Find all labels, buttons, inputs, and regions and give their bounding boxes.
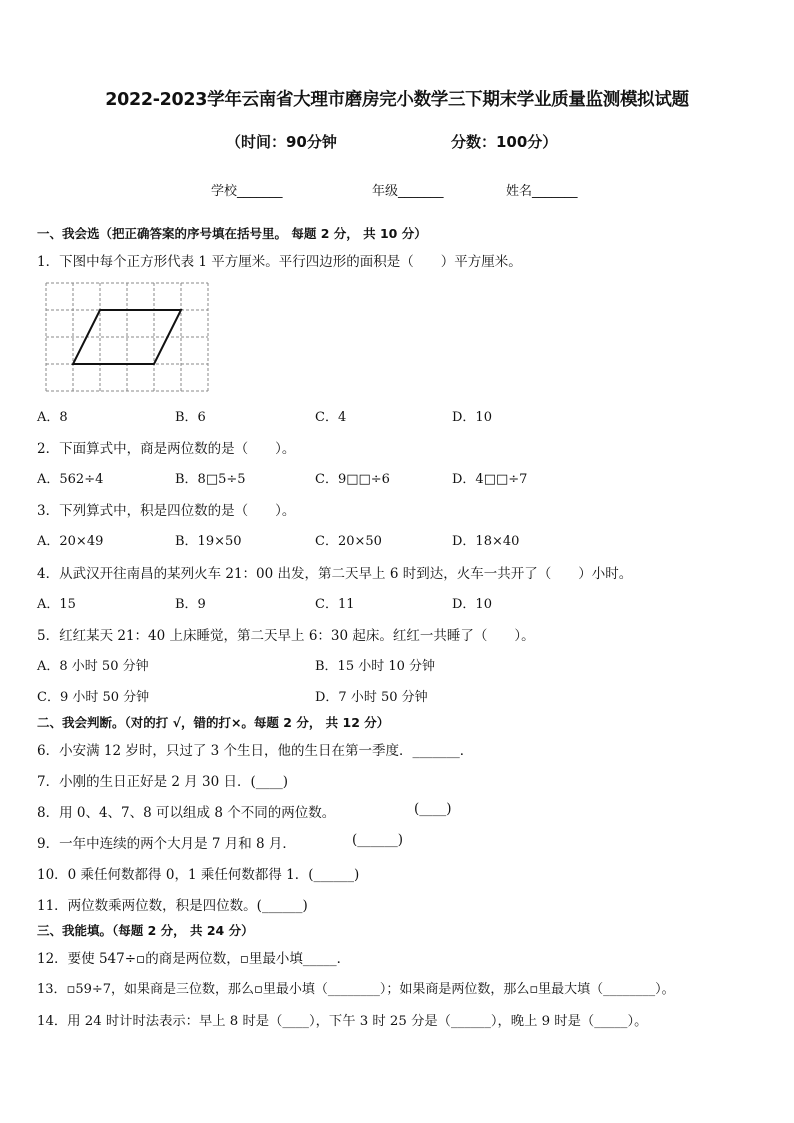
q2-option-c: C．9□□÷6 xyxy=(315,472,390,487)
q1-option-a: A．8 xyxy=(37,410,68,425)
question-7: 7．小刚的生日正好是 2 月 30 日．(____) xyxy=(37,774,289,790)
question-8: 8．用 0、4、7、8 可以组成 8 个不同的两位数。 xyxy=(37,805,336,821)
question-13: 13．▫59÷7，如果商是三位数，那么▫里最小填（________）；如果商是两位数，那么▫里最大填（________）。 xyxy=(37,982,675,997)
name-field xyxy=(506,180,578,199)
grid-lines xyxy=(46,283,208,391)
q4-option-a: A．15 xyxy=(37,597,76,612)
question-4: 4．从武汉开往南昌的某列火车 21：00 出发，第二天早上 6 时到达，火车一共开了（ ）小时。 xyxy=(37,566,633,582)
question-10: 10．0 乘任何数都得 0，1 乘任何数都得 1．(______) xyxy=(37,867,360,883)
q2-option-a: A．562÷4 xyxy=(37,472,104,487)
exam-score: 分数：100分） xyxy=(451,133,558,151)
q8-answer-blank[interactable]: (____) xyxy=(414,801,452,817)
exam-time: （时间：90分钟 xyxy=(226,133,337,151)
q1-option-d: D．10 xyxy=(452,410,492,425)
section1-heading: 一、我会选（把正确答案的序号填在括号里。 每题 2 分， 共 10 分） xyxy=(37,226,427,241)
q5-option-d: D．7 小时 50 分钟 xyxy=(315,690,428,705)
school-field xyxy=(211,180,283,199)
q9-answer-blank[interactable]: (______) xyxy=(352,832,404,848)
q5-option-b: B．15 小时 10 分钟 xyxy=(315,659,436,674)
school-label: 学校 xyxy=(211,184,238,199)
grid-figure xyxy=(45,282,211,394)
grade-field xyxy=(372,180,444,199)
question-1: 1．下图中每个正方形代表 1 平方厘米。平行四边形的面积是（ ）平方厘米。 xyxy=(37,254,522,270)
grade-label: 年级 xyxy=(372,184,399,199)
q1-option-b: B．6 xyxy=(175,410,206,425)
question-6: 6．小安满 12 岁时，只过了 3 个生日，他的生日在第一季度．_______． xyxy=(37,743,474,759)
q1-option-c: C．4 xyxy=(315,410,347,425)
q2-option-b: B．8□5÷5 xyxy=(175,472,246,487)
q4-option-d: D．10 xyxy=(452,597,492,612)
question-14: 14．用 24 时计时法表示：早上 8 时是（____），下午 3 时 25 分是（______），晚上 9 时是（_____）。 xyxy=(37,1014,648,1029)
page-title: 2022-2023学年云南省大理市磨房完小数学三下期末学业质量监测模拟试题 xyxy=(105,90,689,110)
q5-option-a: A．8 小时 50 分钟 xyxy=(37,659,149,674)
question-9: 9．一年中连续的两个大月是 7 月和 8 月． xyxy=(37,836,296,852)
question-3: 3．下列算式中，积是四位数的是（ ）。 xyxy=(37,503,296,519)
school-blank[interactable]: _______ xyxy=(237,184,283,199)
q3-option-d: D．18×40 xyxy=(452,534,520,549)
q5-option-c: C．9 小时 50 分钟 xyxy=(37,690,150,705)
name-blank[interactable]: _______ xyxy=(532,184,578,199)
q3-option-c: C．20×50 xyxy=(315,534,382,549)
question-2: 2．下面算式中，商是两位数的是（ ）。 xyxy=(37,441,296,457)
name-label: 姓名 xyxy=(506,184,533,199)
question-5: 5．红红某天 21：40 上床睡觉，第二天早上 6：30 起床。红红一共睡了（ ）。 xyxy=(37,628,535,644)
question-12: 12．要使 547÷▫的商是两位数，▫里最小填_____． xyxy=(37,951,351,967)
q4-option-c: C．11 xyxy=(315,597,355,612)
q4-option-b: B．9 xyxy=(175,597,206,612)
question-11: 11．两位数乘两位数，积是四位数。(______) xyxy=(37,898,308,914)
q2-option-d: D．4□□÷7 xyxy=(452,472,528,487)
grade-blank[interactable]: _______ xyxy=(398,184,444,199)
q3-option-a: A．20×49 xyxy=(37,534,104,549)
q3-option-b: B．19×50 xyxy=(175,534,242,549)
section3-heading: 三、我能填。（每题 2 分， 共 24 分） xyxy=(37,923,254,938)
section2-heading: 二、我会判断。（对的打 √，错的打×。每题 2 分， 共 12 分） xyxy=(37,715,390,730)
